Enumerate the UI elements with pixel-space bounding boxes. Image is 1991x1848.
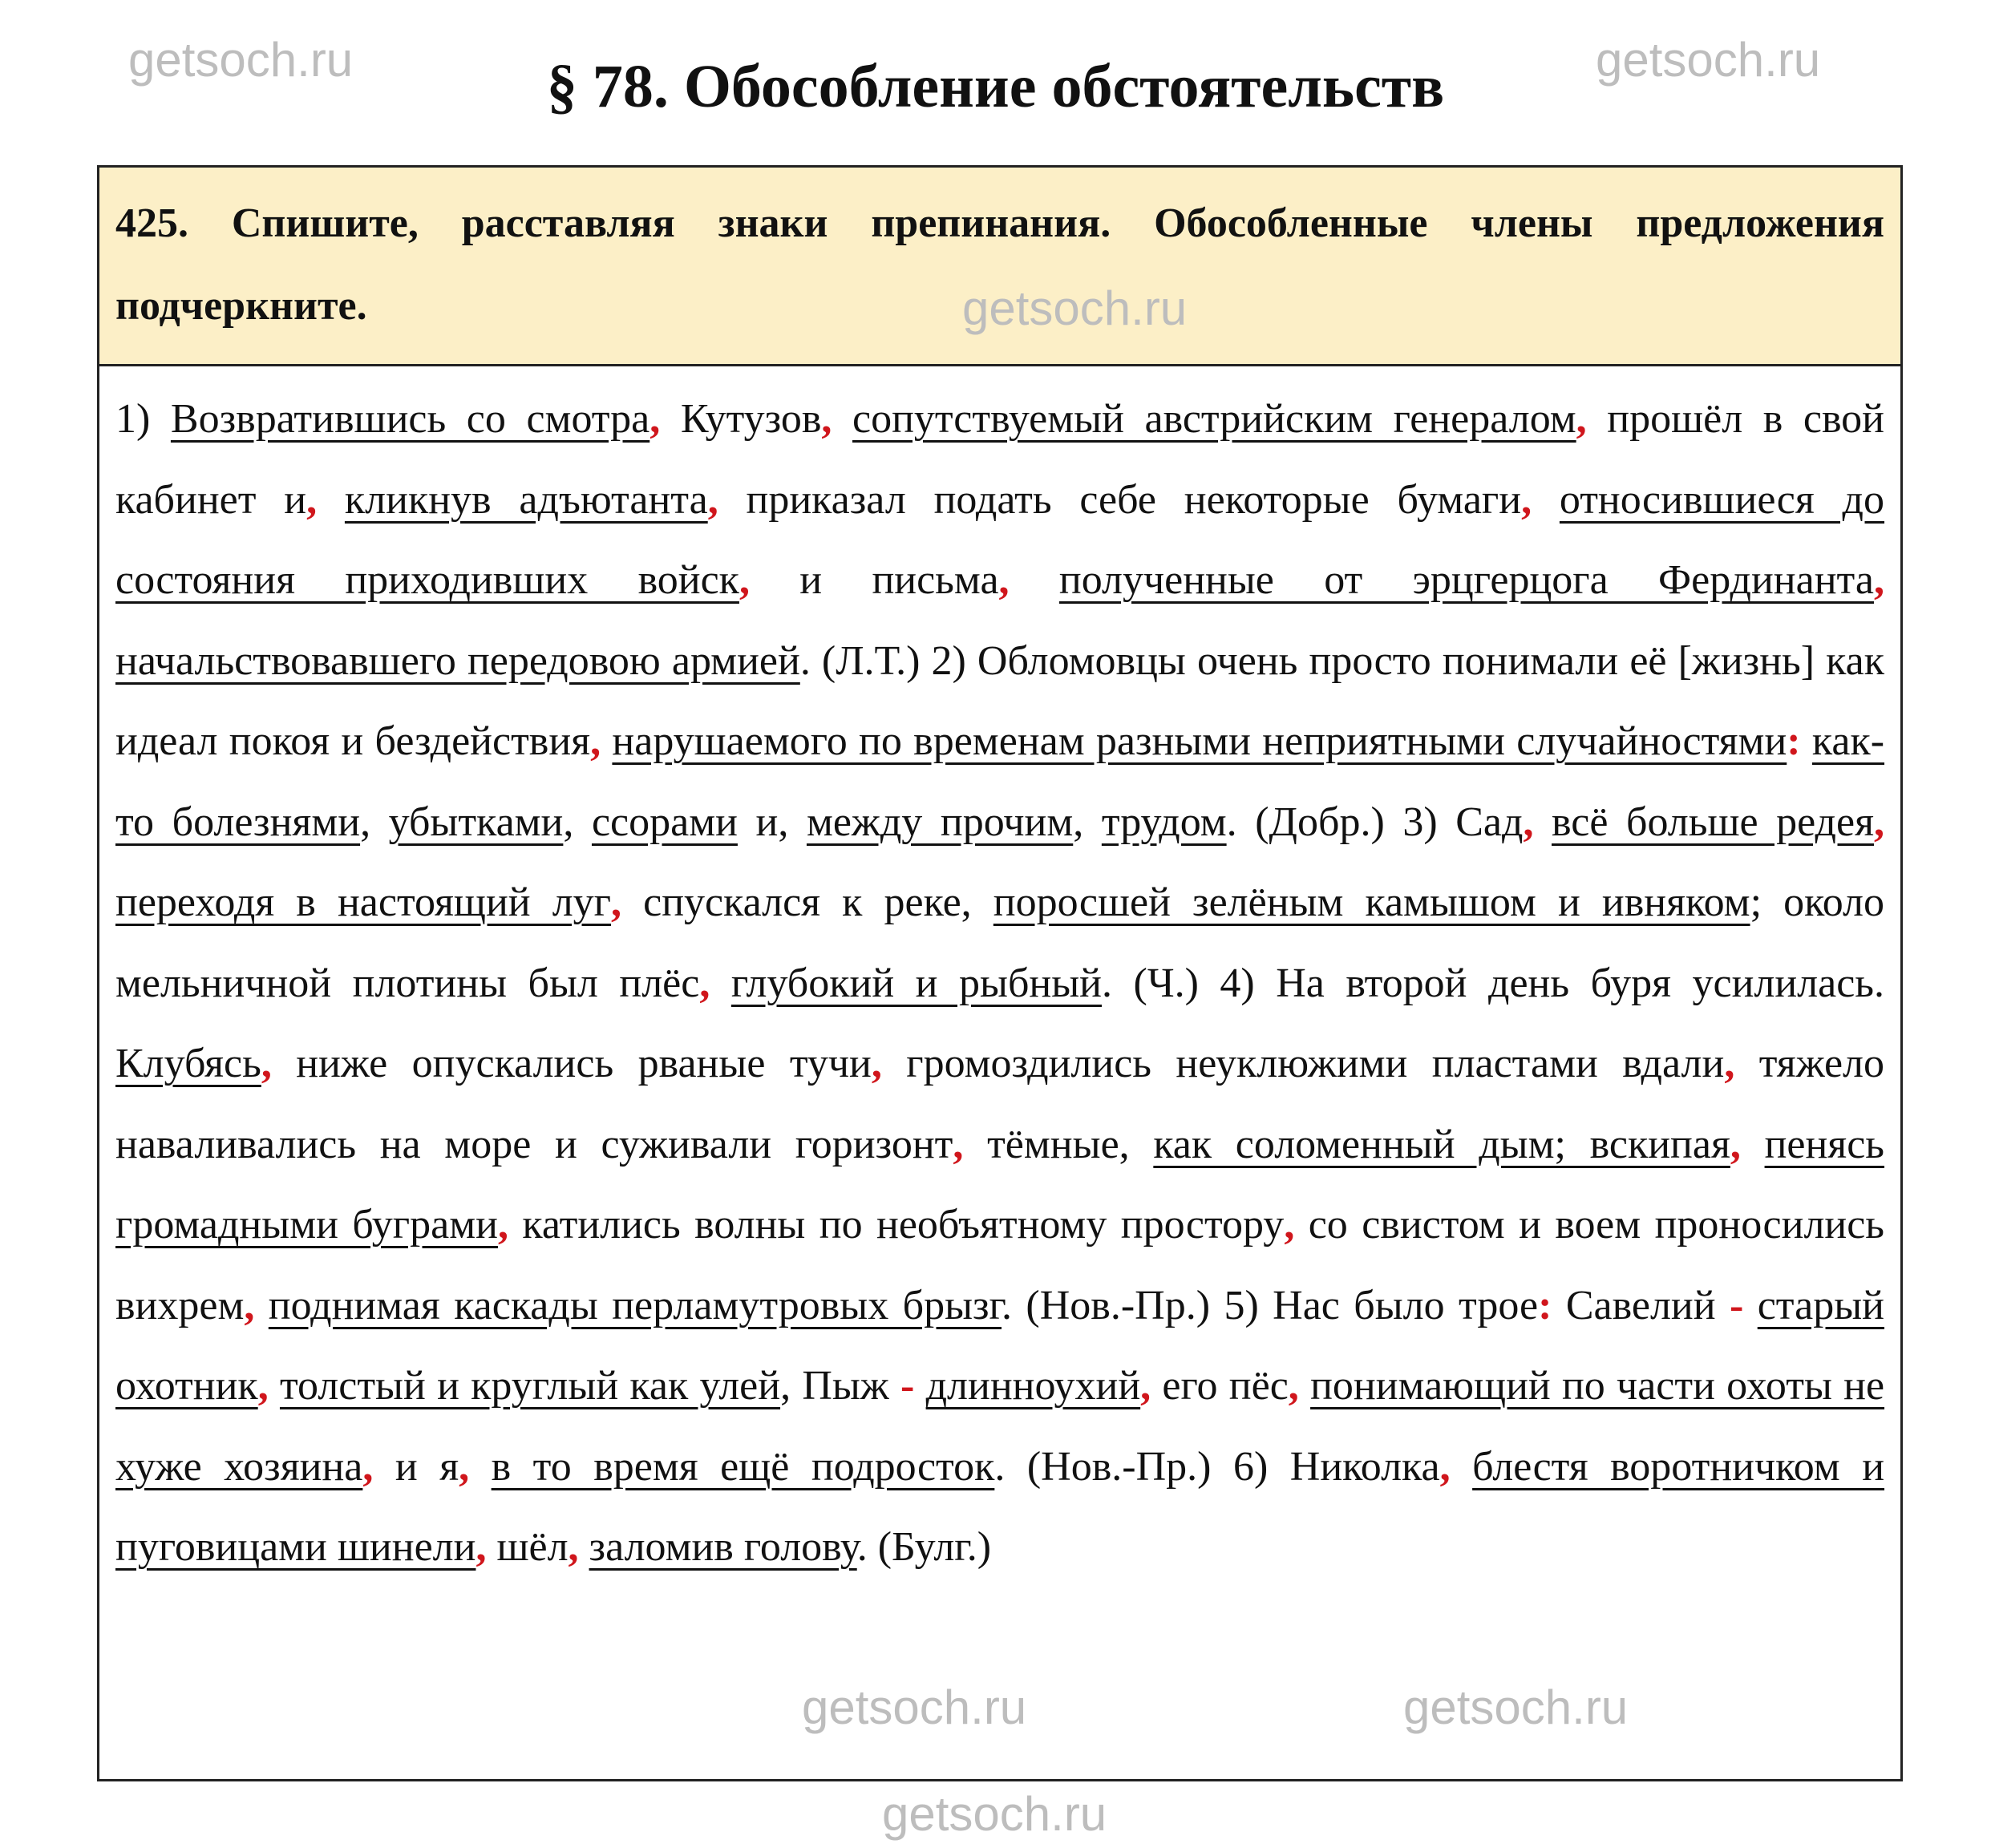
exercise-answer-text [99,366,1900,1588]
underlined-phrase: между прочим [806,799,1074,845]
text-run: Кутузов [660,396,822,442]
inserted-punctuation: , [611,880,622,925]
text-run [579,1524,589,1570]
inserted-punctuation: , [650,396,661,442]
text-run: катились волны по необъятному простору [508,1202,1285,1248]
inserted-punctuation: , [257,1363,269,1409]
underlined-phrase: толстый и круглый как улей [279,1363,781,1409]
inserted-punctuation: : [1787,718,1801,764]
text-run: , Пыж [780,1363,900,1409]
text-run: . (Л.Т.) 2) Обломовцы очень просто понимали её [жизнь] как идеал покоя и бездействия [115,637,1884,764]
watermark: getsoch.ru [1596,33,1821,87]
underlined-phrase: ссорами [591,799,738,845]
inserted-punctuation: , [1724,1041,1735,1086]
inserted-punctuation: , [707,476,718,523]
text-run: громоздились неуклюжими пластами вдали [881,1041,1725,1086]
text-run [1299,1363,1310,1409]
inserted-punctuation: : [1538,1282,1552,1328]
underlined-phrase: кликнув адъютанта [344,476,708,523]
text-run: и, [737,799,807,845]
underlined-phrase: старый охотник [115,1282,1885,1409]
underlined-phrase: поросшей зелёным камышом и ивняком [993,880,1750,925]
watermark: getsoch.ru [882,1787,1107,1841]
underlined-phrase: пенясь громадными буграми [115,1121,1885,1248]
inserted-punctuation: , [1140,1363,1151,1409]
text-run [1451,1444,1473,1490]
text-run [1801,718,1812,764]
text-run: его пёс [1151,1363,1289,1409]
text-run: ; около мельничной плотины был плёс [115,880,1885,1006]
text-run: и я [373,1443,459,1490]
underlined-phrase: длинноухий [925,1363,1141,1409]
text-run [469,1444,492,1490]
underlined-phrase: как-то болезнями [115,718,1885,845]
underlined-phrase: нарушаемого по временам разными неприятными случайностями [612,718,1787,764]
watermark: getsoch.ru [1403,1680,1629,1734]
inserted-punctuation: , [821,396,832,442]
text-run [710,960,731,1006]
underlined-phrase: Возвратившись со смотра [170,396,650,442]
text-run: и письма [749,557,999,603]
inserted-punctuation: - [1729,1282,1744,1328]
inserted-punctuation: , [497,1202,508,1248]
text-run: . (Булг.) [856,1524,992,1570]
text-run [1533,799,1552,845]
underlined-phrase: глубокий и рыбный [730,960,1102,1006]
underlined-phrase: поднимая каскады перламутровых брызг [268,1282,1002,1328]
inserted-punctuation: , [568,1524,579,1570]
inserted-punctuation: , [1521,476,1532,523]
inserted-punctuation: , [699,960,710,1006]
text-run [1743,1283,1757,1328]
inserted-punctuation: , [261,1041,272,1086]
underlined-phrase: сопутствуемый австрийским генералом [852,396,1576,442]
watermark: getsoch.ru [962,281,1188,335]
inserted-punctuation: , [590,718,601,764]
text-run [832,396,852,442]
inserted-punctuation: , [1523,799,1534,845]
inserted-punctuation: , [1873,557,1884,603]
text-run [269,1363,280,1409]
underlined-phrase: убытками [388,799,564,845]
watermark: getsoch.ru [128,33,354,87]
watermark: getsoch.ru [802,1680,1027,1734]
text-run [1010,557,1059,603]
inserted-punctuation: , [953,1121,964,1167]
inserted-punctuation: , [1284,1202,1295,1248]
text-run [1741,1122,1765,1167]
text-run: приказал подать себе некоторые бумаги [718,476,1522,523]
underlined-phrase: в то время ещё подросток [491,1443,995,1490]
underlined-phrase: переходя в настоящий луг [115,880,612,925]
inserted-punctuation: - [900,1363,915,1409]
inserted-punctuation: , [1288,1363,1299,1409]
inserted-punctuation: , [1576,396,1587,442]
inserted-punctuation: , [998,557,1010,603]
inserted-punctuation: , [362,1443,374,1490]
text-run: прошёл в свой кабинет и [115,396,1884,523]
text-run: ниже опускались рваные тучи [271,1041,872,1086]
text-run: . (Добр.) 3) Сад [1226,799,1524,845]
underlined-phrase: понимающий по части охоты не хуже хозяина [115,1363,1885,1490]
underlined-phrase: блестя воротничком и пуговицами шинели [115,1443,1885,1570]
inserted-punctuation: , [1439,1443,1451,1490]
inserted-punctuation: , [1874,799,1884,845]
inserted-punctuation: , [1730,1121,1741,1167]
text-run: 1) [115,396,171,442]
text-run [1532,477,1560,523]
task-header: 425. Спишите, расставляя знаки препинания. Обособленные члены предложения подчеркните. [99,168,1900,366]
inserted-punctuation: , [306,476,318,523]
underlined-phrase: трудом [1101,799,1227,845]
text-run: шёл [486,1524,569,1570]
text-run [914,1363,925,1409]
text-run: . (Ч.) 4) На второй день буря усилилась. [1102,960,1885,1006]
underlined-phrase: Клубясь [115,1041,261,1086]
text-run: тяжело наваливались на море и суживали горизонт [115,1041,1884,1167]
text-run: спускался к реке, [621,880,993,925]
exercise-box [97,165,1903,1781]
underlined-phrase: как соломенный дым; вскипая [1153,1121,1730,1167]
text-run: . (Нов.-Пр.) 5) Нас было трое [1002,1282,1539,1328]
inserted-punctuation: , [871,1041,882,1086]
text-run: , [563,799,592,845]
underlined-phrase: заломив голову [589,1524,857,1570]
inserted-punctuation: , [244,1282,255,1328]
inserted-punctuation: , [739,557,750,603]
inserted-punctuation: , [475,1524,487,1570]
text-run [254,1283,268,1328]
text-run: Савелий [1552,1282,1730,1328]
inserted-punctuation: , [459,1443,470,1490]
text-run: со свистом и воем проносились вихрем [115,1202,1885,1328]
text-run: , [1073,799,1102,845]
underlined-phrase: всё больше редея [1552,799,1874,845]
underlined-phrase: относившиеся до состояния приходивших войск [115,476,1885,603]
text-run: , [360,799,389,845]
text-run: . (Нов.-Пр.) 6) Николка [994,1443,1440,1490]
text-run [601,718,612,764]
underlined-phrase: полученные от эрцгерцога Фердинанта [1058,557,1874,603]
text-run [317,477,345,523]
underlined-phrase: начальствовавшего передовою армией [115,637,800,684]
text-run: тёмные, [963,1121,1154,1167]
page-title: § 78. Обособление обстоятельств [546,53,1445,120]
